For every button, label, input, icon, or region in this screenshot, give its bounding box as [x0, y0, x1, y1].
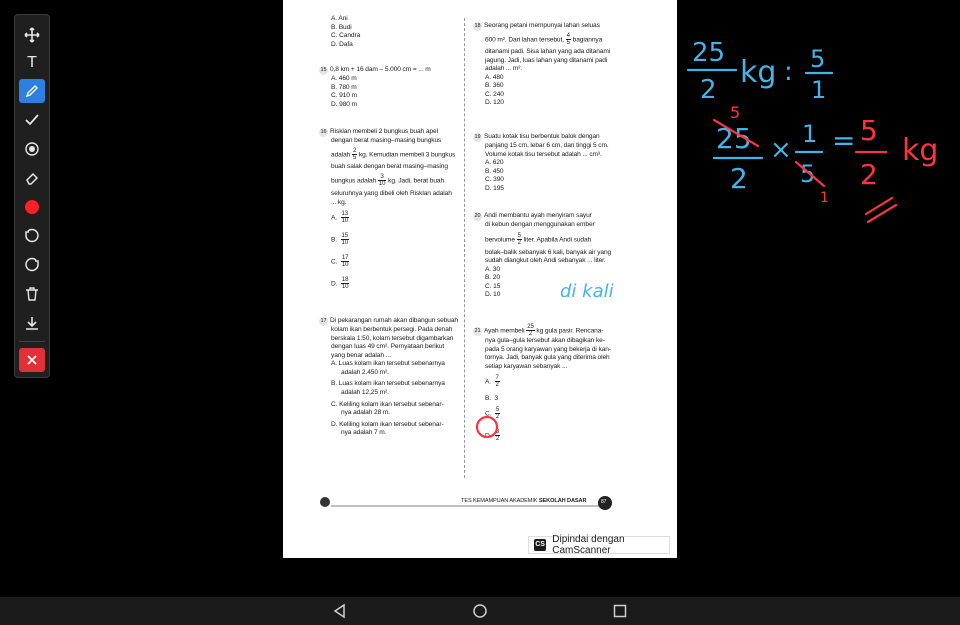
question-text: adalah	[331, 150, 351, 158]
question-number: 17	[320, 318, 327, 324]
option: C. Candra	[331, 32, 361, 40]
question-text: adalah ... m².	[485, 65, 523, 73]
option: D. 10	[485, 291, 501, 299]
close-icon[interactable]	[19, 348, 45, 372]
fraction: $\frac{4}{5}$	[566, 33, 570, 46]
question-20	[473, 212, 613, 300]
question-text: ... kg.	[331, 198, 347, 206]
question-number: 20	[474, 213, 481, 219]
question-19	[473, 133, 613, 193]
option: C. 240	[485, 90, 504, 98]
expr1-right-denominator: 1	[811, 76, 827, 104]
fraction: $\frac{3}{10}$	[378, 174, 386, 188]
expr1-denominator: 2	[700, 75, 717, 105]
question-text: dengan berat masing–masing bungkus	[331, 137, 442, 144]
question-text: dengan luas 49 cm². Pernyataan berikut	[331, 343, 445, 351]
question-text: nya gula–gula tersebut akan dibagikan ke-	[485, 337, 605, 344]
question-text: ditanami padi. Sisa lahan yang ada ditanami	[485, 48, 611, 55]
camscanner-logo: CS	[534, 539, 546, 551]
question-text: Seorang petani mempunyai lahan seluas	[484, 22, 600, 29]
option: B. Luas kolam ikan tersebut sebenarnya	[331, 380, 445, 388]
question-text: bagiannya	[572, 36, 603, 44]
column-divider	[464, 18, 465, 478]
option: D. 195	[485, 184, 504, 192]
recents-icon[interactable]	[612, 603, 628, 619]
expr2-cancel-one: 1	[820, 190, 829, 206]
option: C. Keliling kolam ikan tersebut sebenar-	[331, 400, 444, 408]
option: A. Ani	[331, 15, 348, 22]
pen-icon[interactable]	[19, 79, 45, 103]
option: adalah 12,25 m².	[341, 388, 389, 396]
expr1-unit: kg	[740, 55, 777, 90]
option: B. 780 m	[331, 83, 357, 91]
highlighter-icon[interactable]	[19, 137, 45, 161]
question-text: buah salak dengan berat masing–masing	[331, 162, 448, 170]
question-text: pada 5 orang karyawan yang bekerja di kan-	[485, 345, 611, 353]
question-text: jagung. Jadi, luas lahan yang ditanami padi	[485, 56, 608, 64]
question-16	[319, 128, 459, 299]
option: A. 480	[485, 73, 504, 81]
question-text: tornya. Jadi, banyak gula yang diterima oleh	[485, 354, 610, 362]
expr1-operator: :	[784, 57, 793, 87]
camscanner-stamp	[528, 536, 670, 554]
expression-1	[688, 38, 832, 105]
option: C. 15	[485, 282, 501, 290]
option: D. 980 m	[331, 100, 357, 108]
option: D. Dafa	[331, 40, 353, 48]
question-number: 16	[320, 129, 327, 135]
option: B. Budi	[331, 23, 352, 31]
question-text: yang benar adalah ...	[331, 351, 391, 359]
question-text: Andi membantu ayah menyiram sayur	[484, 212, 592, 219]
color-picker[interactable]	[19, 195, 45, 219]
question-text: setiap karyawan sebanyak ...	[485, 362, 568, 370]
question-text: Risklan membeli 2 bungkus buah apel	[330, 128, 438, 135]
option: A. 620	[485, 159, 504, 167]
expr2-cancel-result: 5	[730, 103, 741, 122]
question-number: 18	[474, 23, 481, 29]
expr2-equals: =	[832, 124, 856, 157]
question-text: berskala 1:50, kolam tersebut digambarkan	[331, 334, 454, 342]
question-text: liter. Apabila Andi sudah	[523, 235, 592, 243]
expr2-result-unit: kg	[902, 133, 939, 168]
option: C. 390	[485, 176, 504, 184]
question-18	[473, 22, 613, 108]
question-text: bungkus adalah	[331, 177, 377, 185]
option: A. Luas kolam ikan tersebut sebenarnya	[331, 360, 445, 368]
option: D. 120	[485, 99, 504, 107]
footer-text-bold: SEKOLAH DASAR	[538, 498, 587, 504]
expr2-right-numerator: 1	[802, 120, 818, 148]
double-underline-1	[866, 198, 892, 214]
expr2-right-denominator: 5	[800, 160, 816, 188]
question-text: Di pekarangan rumah akan dibangun sebuah	[330, 317, 458, 324]
question-17	[319, 317, 461, 438]
option: D. Keliling kolam ikan tersebut sebenar-	[331, 420, 444, 428]
question-text: 0,8 km + 16 dam – 5.000 cm = ... m	[330, 66, 431, 73]
toolbar-divider	[19, 341, 45, 342]
system-nav-bar	[0, 597, 960, 625]
option: A. 460 m	[331, 75, 357, 82]
question-15	[319, 66, 459, 109]
home-icon[interactable]	[472, 603, 488, 619]
fraction: $\frac{2}{5}$	[352, 147, 357, 161]
question-text: sudah diangkut oleh Andi sebanyak ... liter.	[485, 257, 606, 265]
delete-icon[interactable]	[19, 282, 45, 306]
redo-icon[interactable]	[19, 253, 45, 277]
option: adalah 2.450 m².	[341, 368, 389, 376]
note-di-kali: di kali	[560, 281, 614, 302]
scanned-page	[283, 0, 677, 558]
back-icon[interactable]	[332, 603, 348, 619]
question-text: kg gula pasir. Rencana-	[536, 327, 604, 335]
expr1-numerator: 25	[692, 38, 726, 68]
annotation-toolbar	[14, 14, 50, 378]
text-icon[interactable]: T	[27, 54, 37, 71]
q21-options: A. $\frac{7}{2}$ B. 3 C. $\frac{5}{2}$ D. $\frac{3}{2}$	[485, 375, 500, 443]
footer-text: TES KEMAMPUAN AKADEMIK	[461, 498, 538, 504]
question-text: Suatu kotak tisu berbentuk balok dengan	[484, 133, 600, 140]
expr2-denominator: 2	[730, 162, 748, 195]
option: B. 360	[485, 82, 504, 90]
question-text: 600 m². Dari lahan tersebut,	[485, 36, 564, 44]
question-text: Ayah membeli	[484, 327, 525, 335]
question-text: kg. Jadi, berat buah	[388, 177, 445, 185]
expr2-result-denominator: 2	[860, 158, 878, 191]
question-number: 21	[474, 328, 481, 335]
question-21	[473, 324, 613, 451]
q16-options: A. $\frac{13}{10}$ B. $\frac{15}{10}$ C. $\frac{17}{10}$ D. $\frac{18}{10}$	[331, 211, 349, 291]
expression-2	[714, 103, 938, 222]
expr2-cancel-stroke-2	[796, 162, 824, 186]
question-text: kg. Kemudian membeli 3 bungkus	[358, 150, 456, 158]
option: nya adalah 7 m.	[341, 429, 387, 437]
option: B. 450	[485, 167, 504, 175]
fraction: $\frac{5}{2}$	[517, 232, 521, 246]
question-number: 19	[474, 134, 481, 140]
expr2-operator: ×	[770, 135, 792, 165]
question-number: 15	[320, 67, 327, 73]
q14-options	[331, 15, 461, 49]
option: nya adalah 28 m.	[341, 409, 390, 417]
question-text: panjang 15 cm, lebar 6 cm, dan tinggi 5 cm.	[485, 142, 609, 149]
question-text: kolam ikan berbentuk persegi. Pada denah	[331, 326, 453, 333]
expr1-right-numerator: 5	[810, 45, 826, 73]
eraser-icon[interactable]	[19, 166, 45, 190]
fraction: $\frac{25}{2}$	[527, 324, 534, 337]
expr2-result-numerator: 5	[860, 114, 878, 147]
move-icon[interactable]	[19, 23, 45, 47]
question-text: di kebun dengan menggunakan ember	[485, 221, 595, 228]
page-number: 87	[601, 499, 607, 505]
download-icon[interactable]	[19, 311, 45, 335]
option: C. 910 m	[331, 92, 357, 100]
stamp-text: Dipindai dengan CamScanner	[552, 534, 625, 556]
question-text: seluruhnya yang dibeli oleh Risklan adalah	[331, 190, 452, 198]
question-text: Volume kotak tisu tersebut adalah ... cm³.	[485, 150, 602, 158]
check-icon[interactable]	[19, 108, 45, 132]
question-text: bolak–balik sebanyak 6 kali, banyak air yang	[485, 248, 612, 256]
question-text: bervolume	[485, 235, 515, 243]
page-footer	[317, 496, 619, 510]
undo-icon[interactable]	[19, 224, 45, 248]
option: A. 30	[485, 265, 500, 273]
expr2-cancel-stroke	[714, 120, 758, 146]
option: B. 20	[485, 274, 500, 282]
expr2-numerator: 25	[716, 122, 752, 155]
double-underline-2	[868, 205, 896, 222]
